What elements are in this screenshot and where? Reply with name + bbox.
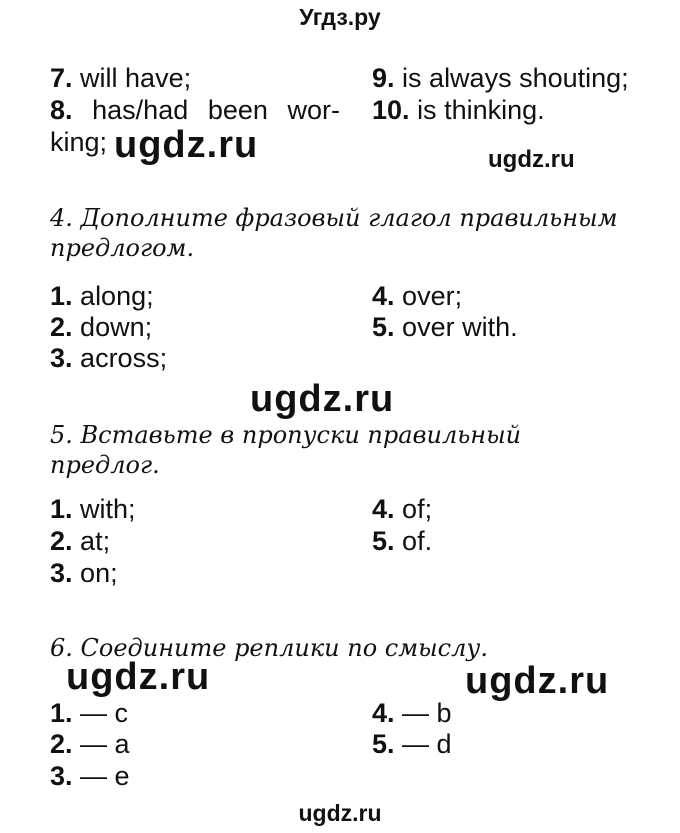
item-text: — a (80, 729, 130, 759)
item-number: 1. (50, 698, 73, 728)
list-item (372, 311, 518, 343)
page-header: Угдз.ру (299, 4, 381, 30)
item-text: at; (80, 526, 111, 556)
list-item (372, 493, 432, 525)
item-text: — d (402, 729, 452, 759)
item-number: 5. (372, 312, 395, 342)
list-item (50, 280, 154, 312)
watermark: ugdz.ru (465, 660, 610, 702)
list-item (372, 280, 462, 312)
item-number: 1. (50, 281, 73, 311)
list-item (50, 493, 136, 525)
list-item (50, 728, 130, 760)
list-item (372, 525, 432, 557)
item-number: 7. (50, 63, 73, 93)
item-text: of; (402, 494, 433, 524)
item-text: with; (80, 494, 136, 524)
item-text: — e (80, 761, 130, 791)
item-text: will have; (80, 63, 192, 93)
item-text: over with. (402, 312, 518, 342)
watermark: ugdz.ru (66, 656, 211, 698)
watermark: ugdz.ru (488, 146, 575, 173)
list-item (50, 525, 110, 557)
item-text: on; (80, 558, 118, 588)
section-title: 6. Соедините реплики по смыслу. (50, 634, 488, 662)
item-number: 10. (372, 95, 410, 125)
list-item (372, 62, 629, 94)
item-text: of. (402, 526, 433, 556)
item-number: 2. (50, 526, 73, 556)
item-number: 2. (50, 312, 73, 342)
item-number: 8. (50, 95, 73, 125)
item-number: 3. (50, 761, 73, 791)
item-text: — b (402, 698, 452, 728)
section-title: 5. Вставьте в пропуски правильный предлог. (50, 421, 522, 479)
item-number: 1. (50, 494, 73, 524)
item-number: 4. (372, 698, 395, 728)
list-item (50, 342, 167, 374)
list-item (50, 697, 128, 729)
list-item (372, 94, 545, 126)
page-footer: ugdz.ru (298, 800, 382, 826)
item-number: 9. (372, 63, 395, 93)
item-number: 5. (372, 526, 395, 556)
item-text: across; (80, 343, 168, 373)
item-text: down; (80, 312, 153, 342)
item-number: 2. (50, 729, 73, 759)
item-number: 3. (50, 343, 73, 373)
watermark: ugdz.ru (250, 378, 395, 420)
item-text: is thinking. (417, 95, 545, 125)
item-text: along; (80, 281, 154, 311)
list-item (50, 760, 130, 792)
list-item (372, 728, 452, 760)
item-number: 3. (50, 558, 73, 588)
item-text: is always shouting; (402, 63, 629, 93)
item-text: has/had been wor-king; (50, 95, 340, 157)
item-number: 4. (372, 494, 395, 524)
watermark: ugdz.ru (114, 124, 259, 166)
item-text: — c (80, 698, 129, 728)
list-item (372, 697, 452, 729)
list-item (50, 557, 118, 589)
section-title: 4. Дополните фразовый глагол правильным предлогом. (50, 204, 618, 262)
item-number: 5. (372, 729, 395, 759)
list-item (50, 311, 152, 343)
item-number: 4. (372, 281, 395, 311)
item-text: over; (402, 281, 463, 311)
list-item (50, 62, 191, 94)
